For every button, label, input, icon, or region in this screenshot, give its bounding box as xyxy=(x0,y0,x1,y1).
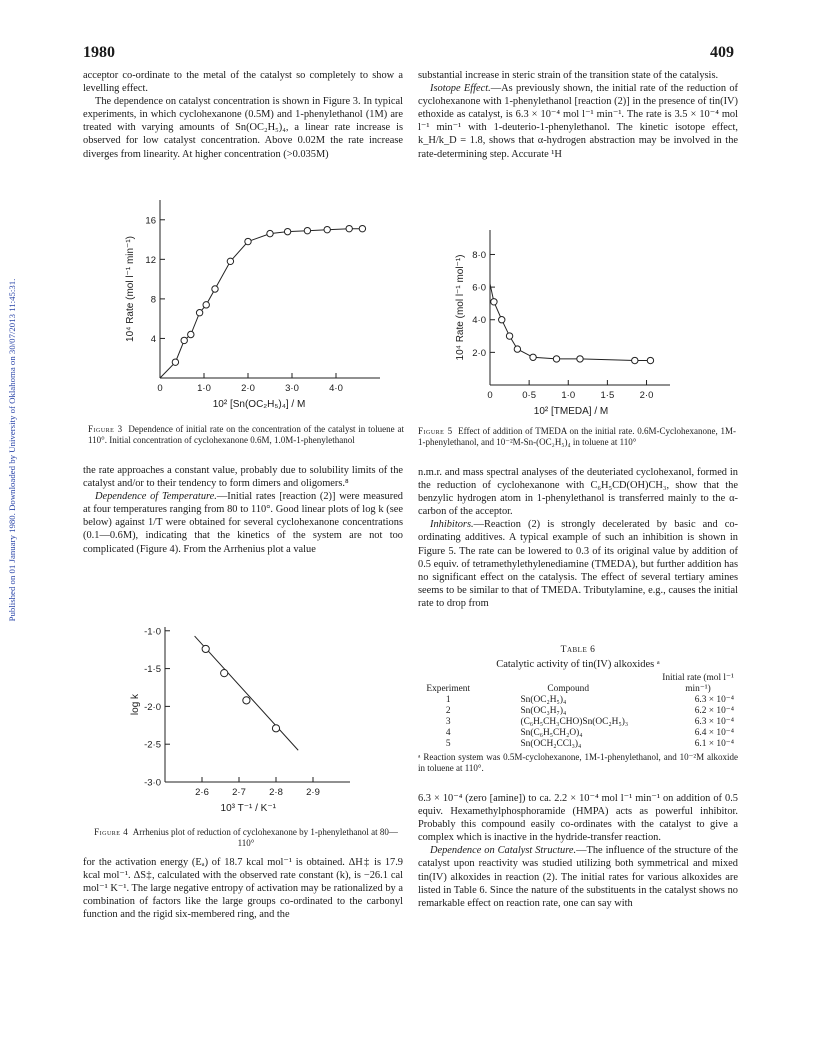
table-cell: 4 xyxy=(445,728,451,738)
y-tick-label: 4 xyxy=(150,333,156,345)
table-row xyxy=(418,717,738,728)
figure4-chart xyxy=(125,617,365,827)
paragraph: 6.3 × 10⁻⁴ (zero [amine]) to ca. 2.2 × 10⁻⁴ mol l⁻¹ min⁻¹ on addition of 0.5 equiv. Hexamethylphosphoramide (HMPA) acts as powerful inhibitor. Probably this compound easily co-ordinates with the catalyst to give a complex which is inactive in the hydride-transfer reaction. xyxy=(418,793,738,844)
right-text-mid xyxy=(418,466,738,610)
left-text-top xyxy=(83,69,403,161)
figure5-caption xyxy=(418,426,736,448)
x-tick-label: 0 xyxy=(157,383,163,394)
y-tick-label: 8·0 xyxy=(472,249,486,261)
fit-line xyxy=(195,636,299,750)
data-point xyxy=(181,337,187,343)
x-axis-label: 10³ T⁻¹ / K⁻¹ xyxy=(220,803,276,814)
figure5-caption-label: Figure 5 xyxy=(418,426,453,436)
figure5-plot xyxy=(455,230,670,417)
data-point xyxy=(272,725,279,732)
y-tick-label: 4·0 xyxy=(472,315,486,327)
table-cell: 6.1 × 10⁻⁴ xyxy=(694,739,734,749)
y-tick-label: 8 xyxy=(150,294,156,306)
data-point xyxy=(243,697,250,704)
data-point xyxy=(212,286,218,292)
figure3-caption-text: Dependence of initial rate on the concentration of the catalyst in toluene at 110°. Initial concentration of cyclohexanone 0.6M, 1.0M-1-phenylethanol xyxy=(88,424,404,445)
data-point xyxy=(647,357,653,363)
x-tick-label: 2·0 xyxy=(639,390,654,401)
paragraph: substantial increase in steric strain of the transition state of the catalysis. xyxy=(418,70,719,81)
series-line xyxy=(160,229,362,378)
data-point xyxy=(632,357,638,363)
right-text-bottom xyxy=(418,792,738,910)
figure3-plot xyxy=(125,200,380,410)
paragraph: Dependence of Temperature.—Initial rates [reaction (2)] were measured at four temperatures ranging from 80 to 110°. Good linear plots of log k (see below) against 1/T were obtained for several cyclohexanone concentrations (0.1—0.6M), indicating that the kinetics of the system are not too complicated (Figure 4). From the Arrhenius plot a value xyxy=(83,491,403,555)
y-tick-label: 12 xyxy=(145,254,156,266)
section-heading: Dependence of Temperature. xyxy=(95,491,217,503)
paragraph: acceptor co-ordinate to the metal of the catalyst so completely to show a levelling effect. xyxy=(83,70,403,95)
data-point xyxy=(196,310,202,316)
paragraph: Dependence on Catalyst Structure.—The influence of the structure of the catalyst upon reactivity was studied utilizing both symmetrical and mixed tin(IV) alkoxides in reaction (2). The initial rates for various alkoxides are listed in Table 6. Since the nature of the substituents in the catalyst shows no remarkable effect on reaction rate, one can say with xyxy=(418,845,738,909)
data-point xyxy=(202,645,209,652)
data-point xyxy=(359,225,365,231)
y-tick-label: -2·0 xyxy=(144,701,161,713)
data-point xyxy=(499,317,505,323)
table6 xyxy=(418,645,738,774)
y-tick-label: 2·0 xyxy=(472,347,486,359)
paragraph: The dependence on catalyst concentration is shown in Figure 3. In typical experiments, in which cyclohexanone (0.5M) and 1-phenylethanol (1M) are treated with varying amounts of Sn(OC₂H₅)₄, a linear rate increase is observed for low catalyst concentration. Above 0.02M the rate increase diverges from linearity. At higher concentration (>0.035M) xyxy=(83,96,403,160)
y-axis-label: log k xyxy=(130,693,141,716)
data-point xyxy=(284,228,290,234)
table6-grid xyxy=(418,673,738,750)
table-cell: 6.3 × 10⁻⁴ xyxy=(694,695,734,705)
y-tick-label: 6·0 xyxy=(472,282,486,294)
paragraph: for the activation energy (Eₐ) of 18.7 kcal mol⁻¹ is obtained. ΔH‡ is 17.9 kcal mol⁻¹. ΔS‡, calculated with the observed rate constant (k), is −26.1 cal mol⁻¹ K⁻¹. The large negative entropy of activation may be rationalized by a combination of factors like the large groups co-ordinated to the carbonyl function and the rigid six-membered ring, and the xyxy=(83,857,403,921)
paragraph: the rate approaches a constant value, probably due to solubility limits of the catalyst and/or to their tendency to form dimers and oligomers.⁸ xyxy=(83,465,403,490)
paragraph: Isotope Effect.—As previously shown, the initial rate of the reduction of cyclohexanone with 1-phenylethanol [reaction (2)] in the presence of tin(IV) ethoxide as catalyst, is 6.3 × 10⁻⁴ mol l⁻¹ min⁻¹. The rate is 3.5 × 10⁻⁴ mol l⁻¹ min⁻¹ with 1-deuterio-1-phenylethanol. The kinetic isotope effect, k_H/k_D = 1.8, shows that α-hydrogen abstraction may be involved in the rate-determining step. Accurate ¹H xyxy=(418,83,738,160)
figure4-caption-text: Arrhenius plot of reduction of cyclohexanone by 1-phenylethanol at 80—110° xyxy=(132,827,398,848)
data-point xyxy=(221,670,228,677)
paragraph: n.m.r. and mass spectral analyses of the deuteriated cyclohexanol, formed in the reduction of cyclohexanone with C₆H₅CD(OH)CH₃, show that the benzylic hydrogen atom in 1-phenylethanol is transferred mainly to the α-carbon of the acceptor. xyxy=(418,467,738,518)
provenance-text: Published on 01 January 1980. Downloaded by University of Oklahoma on 30/07/2013 11:45:31. xyxy=(7,278,17,622)
table-cell: (C₆H₅CH₃CHO)Sn(OC₂H₅)₃ xyxy=(520,717,629,727)
year-header: 1980 xyxy=(83,44,115,61)
y-tick-label: 16 xyxy=(145,215,156,227)
x-tick-label: 1·0 xyxy=(197,383,211,394)
figure3-chart xyxy=(125,195,405,420)
data-point xyxy=(514,346,520,352)
x-tick-label: 2·9 xyxy=(306,787,320,798)
table-header-cell: Initial rate (mol l⁻¹ min⁻¹) xyxy=(662,673,734,694)
figure4-caption-label: Figure 4 xyxy=(94,827,129,837)
section-heading: Isotope Effect. xyxy=(430,83,491,95)
data-point xyxy=(267,230,273,236)
x-tick-label: 2·8 xyxy=(269,787,283,798)
table-row xyxy=(418,728,738,739)
table6-title: Catalytic activity of tin(IV) alkoxides ᵃ xyxy=(496,659,660,670)
y-axis-label: 10⁴ Rate (mol l⁻¹ min⁻¹) xyxy=(125,236,136,342)
x-tick-label: 1·0 xyxy=(561,390,576,401)
x-tick-label: 3·0 xyxy=(285,383,299,394)
figure4-plot xyxy=(130,626,350,814)
x-tick-label: 2·6 xyxy=(195,787,209,798)
figure4-caption xyxy=(94,827,398,849)
y-tick-label: -3·0 xyxy=(144,777,161,789)
data-point xyxy=(172,359,178,365)
figure3-caption-label: Figure 3 xyxy=(88,424,123,434)
x-tick-label: 0 xyxy=(487,390,493,401)
left-text-bottom xyxy=(83,856,403,921)
data-point xyxy=(324,226,330,232)
table-cell: 3 xyxy=(445,717,451,727)
figure3-caption xyxy=(88,424,404,446)
table-cell: Sn(OC₂H₅)₄ xyxy=(520,695,567,705)
table-row xyxy=(418,706,738,717)
y-axis-label: 10⁴ Rate (mol l⁻¹ mol⁻¹) xyxy=(455,254,466,361)
x-axis-label: 10² [Sn(OC₂H₅)₄] / M xyxy=(212,399,306,410)
table6-label: Table 6 xyxy=(560,645,596,655)
data-point xyxy=(304,227,310,233)
data-point xyxy=(491,299,497,305)
table-row xyxy=(418,695,738,706)
table-cell: Sn(C₆H₅CH₂O)₄ xyxy=(520,728,583,738)
table-cell: Sn(OCH₂CCl₃)₄ xyxy=(520,739,582,749)
table-header-cell: Experiment xyxy=(426,684,471,694)
data-point xyxy=(188,331,194,337)
x-tick-label: 4·0 xyxy=(329,383,343,394)
table6-body xyxy=(418,695,738,750)
y-tick-label: -2·5 xyxy=(144,739,161,751)
section-heading: Inhibitors. xyxy=(430,519,474,531)
table-cell: 6.3 × 10⁻⁴ xyxy=(694,717,734,727)
data-point xyxy=(553,356,559,362)
table-cell: 1 xyxy=(445,695,451,705)
page-number: 409 xyxy=(710,44,734,61)
x-axis-label: 10² [TMEDA] / M xyxy=(533,406,609,417)
table-cell: Sn(OC₃H₇)₄ xyxy=(520,706,567,716)
right-text-top xyxy=(418,69,738,161)
y-tick-label: -1·0 xyxy=(144,626,161,638)
figure5-chart xyxy=(455,222,685,422)
data-point xyxy=(530,354,536,360)
data-point xyxy=(577,356,583,362)
table-header-row xyxy=(418,673,738,695)
x-tick-label: 1·5 xyxy=(600,390,615,401)
data-point xyxy=(506,333,512,339)
table-cell: 6.2 × 10⁻⁴ xyxy=(694,706,734,716)
table6-footnote: ᵃ Reaction system was 0.5M-cyclohexanone, 1M-1-phenylethanol, and 10⁻²M alkoxide in toluene at 110°. xyxy=(418,752,738,773)
x-tick-label: 2·7 xyxy=(232,787,246,798)
x-tick-label: 0·5 xyxy=(522,390,536,401)
table-cell: 2 xyxy=(445,706,451,716)
data-point xyxy=(245,238,251,244)
data-point xyxy=(227,258,233,264)
table-cell: 6.4 × 10⁻⁴ xyxy=(694,728,734,738)
table-header-cell: Compound xyxy=(547,684,590,694)
y-tick-label: -1·5 xyxy=(144,664,161,676)
table-cell: 5 xyxy=(445,739,451,749)
paragraph: Inhibitors.—Reaction (2) is strongly decelerated by basic and co-ordinating additives. A typical example of such an inhibition is shown in Figure 5. The rate can be lowered to 0.3 of its original value by addition of 0.5 equiv. of tetramethylethylenediamine (TMEDA), but further addition has no significant effect on the catalysis. The effect of several tertiary amines seems to be similar to that of TMEDA. Tributylamine, e.g., causes the initial rate to drop from xyxy=(418,519,738,609)
provenance-sidebar xyxy=(4,170,20,730)
x-tick-label: 2·0 xyxy=(241,383,255,394)
data-point xyxy=(203,302,209,308)
figure5-caption-text: Effect of addition of TMEDA on the initial rate. 0.6M-Cyclohexanone, 1M-1-phenylethanol, and 10⁻²M-Sn-(OC₂H₅)₄ in toluene at 110° xyxy=(418,426,737,447)
table-row xyxy=(418,739,738,750)
left-text-mid xyxy=(83,464,403,556)
data-point xyxy=(346,225,352,231)
section-heading: Dependence on Catalyst Structure. xyxy=(430,845,577,857)
